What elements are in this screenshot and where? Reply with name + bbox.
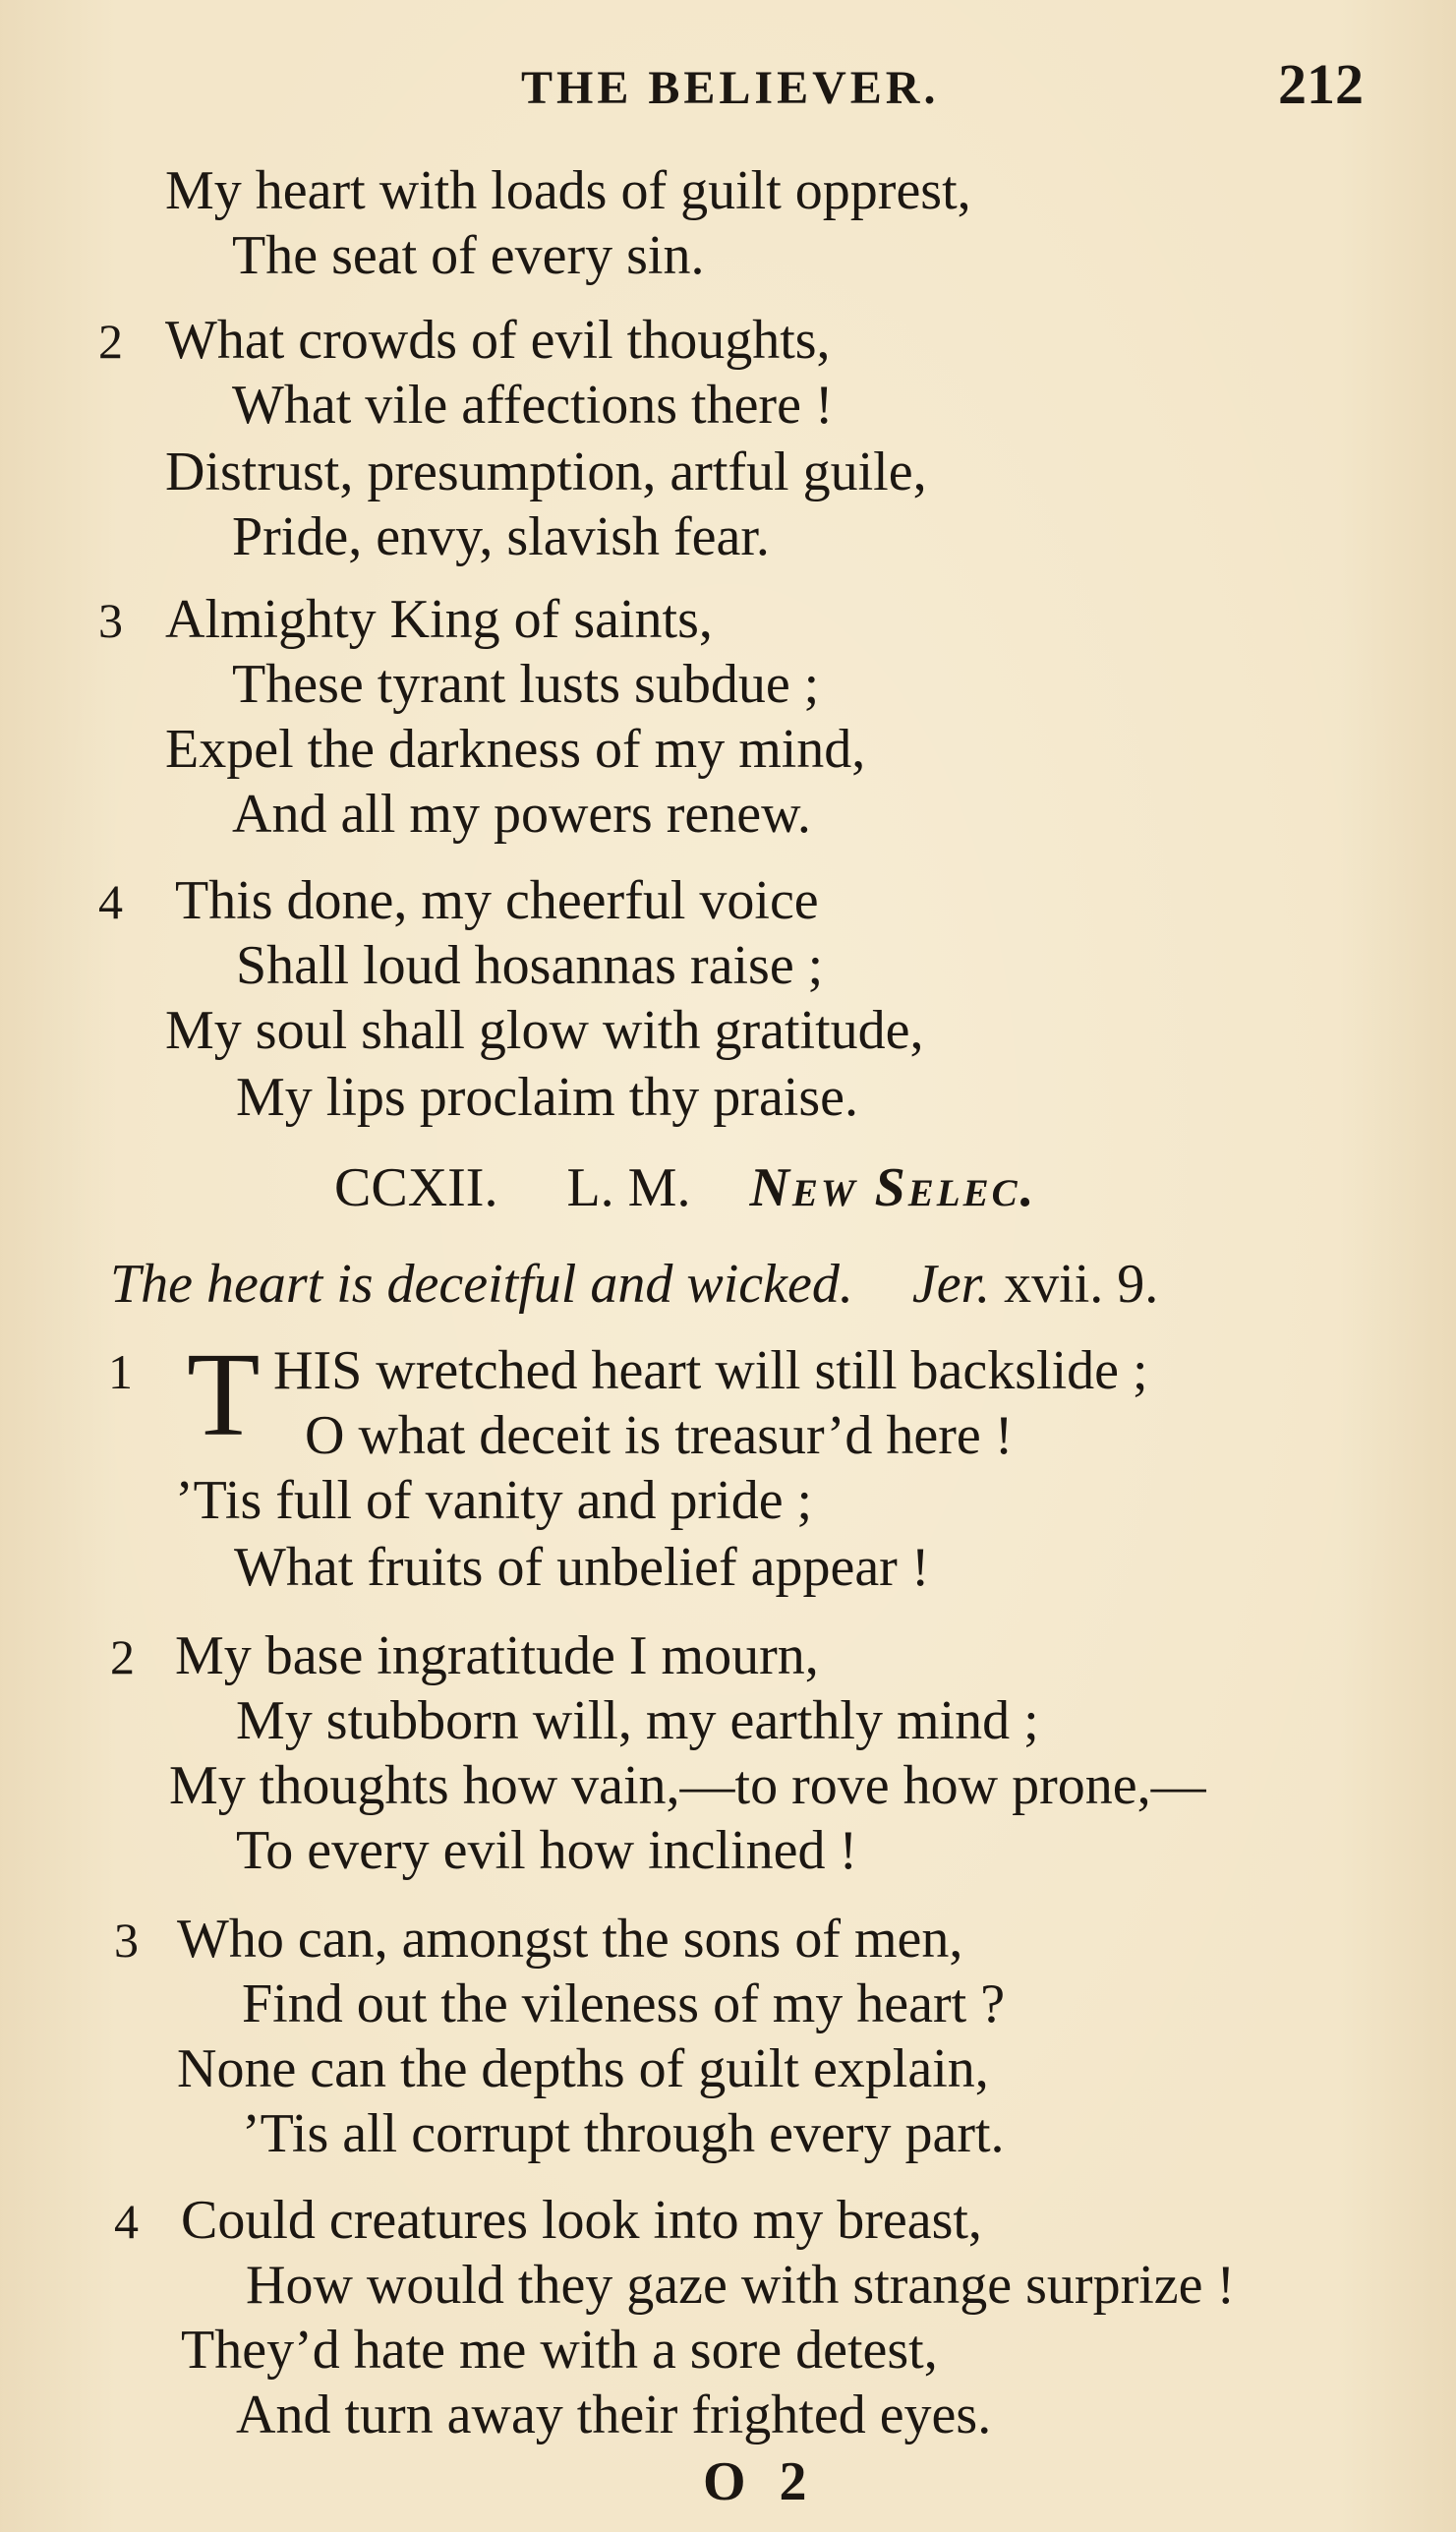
verse-line: Shall loud hosannas raise ; — [236, 935, 824, 996]
verse-line: They’d hate me with a sore detest, — [181, 2320, 938, 2381]
verse-line: My soul shall glow with gratitude, — [165, 1000, 924, 1061]
scripture-reference-book: Jer. — [911, 1254, 991, 1315]
verse-line: Find out the vileness of my heart ? — [242, 1973, 1006, 2034]
verse-line: Distrust, presumption, artful guile, — [165, 442, 927, 502]
verse-line: How would they gaze with strange surprize ! — [246, 2255, 1236, 2316]
verse-line: Could creatures look into my breast, — [181, 2190, 982, 2251]
verse-line: My heart with loads of guilt opprest, — [165, 160, 971, 221]
verse-number: 3 — [98, 593, 123, 648]
verse-line: This done, my cheerful voice — [175, 870, 819, 931]
verse-number: 2 — [98, 314, 123, 369]
verse-line: Almighty King of saints, — [165, 589, 713, 650]
verse-line: None can the depths of guilt explain, — [177, 2038, 989, 2099]
verse-line: O what deceit is treasur’d here ! — [305, 1405, 1014, 1466]
scripture-reference-verse: xvii. 9. — [1004, 1254, 1159, 1315]
verse-line: What fruits of unbelief appear ! — [234, 1537, 930, 1598]
verse-line: To every evil how inclined ! — [236, 1820, 858, 1881]
hymn-subject-title: The heart is deceitful and wicked. — [110, 1254, 853, 1315]
verse-number: 1 — [108, 1344, 133, 1399]
verse-line: Who can, amongst the sons of men, — [177, 1909, 963, 1970]
hymn-number: CCXII. — [334, 1157, 498, 1218]
hymn-subject — [110, 1253, 1158, 1316]
hymn-meter: L. M. — [566, 1157, 691, 1218]
signature-mark: O 2 — [703, 2451, 817, 2512]
running-head: THE BELIEVER. — [521, 62, 940, 114]
verse-number: 2 — [110, 1629, 135, 1684]
verse-line: My thoughts how vain,—to rove how prone,— — [169, 1755, 1206, 1816]
drop-cap: T — [187, 1328, 261, 1461]
verse-line: ’Tis full of vanity and pride ; — [175, 1470, 813, 1531]
verse-line: And all my powers renew. — [232, 784, 811, 845]
verse-line: Expel the darkness of my mind, — [165, 719, 866, 780]
hymn-heading — [334, 1156, 1037, 1219]
verse-line: HIS wretched heart will still backslide ; — [273, 1340, 1148, 1401]
verse-number: 4 — [114, 2194, 139, 2249]
verse-line: What crowds of evil thoughts, — [165, 310, 831, 371]
hymn-source: New Selec. — [749, 1157, 1037, 1218]
verse-line: The seat of every sin. — [232, 225, 705, 286]
verse-line: These tyrant lusts subdue ; — [232, 654, 820, 715]
verse-line: ’Tis all corrupt through every part. — [242, 2103, 1005, 2164]
verse-number: 3 — [114, 1913, 139, 1968]
verse-number: 4 — [98, 874, 123, 929]
verse-line: Pride, envy, slavish fear. — [232, 506, 770, 567]
verse-line: What vile affections there ! — [232, 375, 834, 436]
verse-line: My base ingratitude I mourn, — [175, 1625, 819, 1686]
verse-line: My lips proclaim thy praise. — [236, 1067, 859, 1128]
verse-line: My stubborn will, my earthly mind ; — [236, 1690, 1039, 1751]
page-number: 212 — [1278, 52, 1364, 116]
verse-line: And turn away their frighted eyes. — [236, 2385, 992, 2445]
